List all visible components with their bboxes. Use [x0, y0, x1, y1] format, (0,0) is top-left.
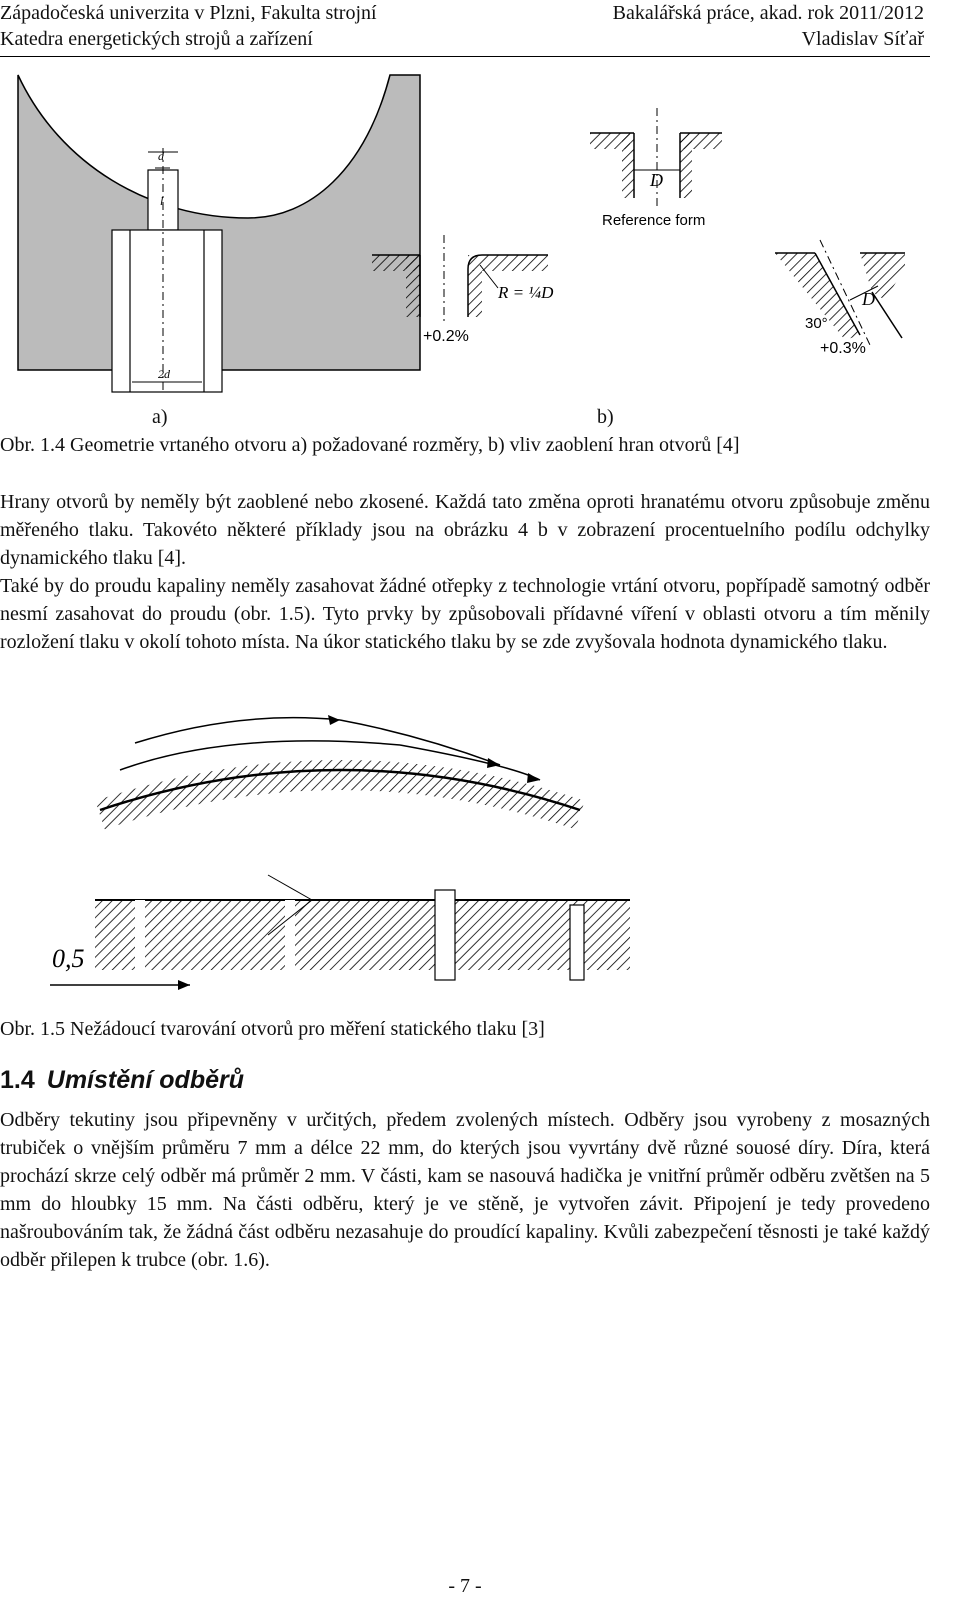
angle-label: 30° [805, 315, 828, 332]
radius-label: R = ¼D [498, 283, 554, 302]
header-rule [0, 56, 930, 57]
subfigure-a-label: a) [152, 406, 168, 428]
tolerance-0-2: +0.2% [423, 328, 469, 345]
figure-1-4-caption: Obr. 1.4 Geometrie vrtaného otvoru a) požadované rozměry, b) vliv zaoblení hran otvorů [4] [0, 434, 740, 456]
section-heading [0, 1066, 244, 1095]
curved-wall-drawing [100, 715, 580, 815]
label-D-reference: D [650, 170, 663, 190]
figure-1-4 [0, 60, 930, 400]
section-title: Umístění odběrů [46, 1066, 245, 1094]
figure-1-5 [40, 705, 640, 1005]
figure-1-5-caption: Obr. 1.5 Nežádoucí tvarování otvorů pro měření statického tlaku [3] [0, 1018, 545, 1040]
figure-a-drawing [18, 75, 420, 392]
label-2d: 2d [158, 367, 170, 381]
section-number: 1.4 [0, 1066, 35, 1094]
page-number: - 7 - [448, 1575, 482, 1597]
chamfered-edge-drawing [775, 240, 905, 345]
label-d: d [158, 149, 164, 163]
header-right-line2: Vladislav Síťař [801, 28, 924, 50]
header-left-line2: Katedra energetických strojů a zařízení [0, 28, 313, 50]
header-right-line1: Bakalářská práce, akad. rok 2011/2012 [612, 2, 924, 24]
label-D-chamfer: D [862, 289, 875, 309]
header-left-line1: Západočeská univerzita v Plzni, Fakulta strojní [0, 2, 377, 24]
subfigure-b-label: b) [597, 406, 614, 428]
label-l: l [160, 194, 164, 208]
reference-form-drawing [590, 108, 722, 208]
paragraph-3: Odběry tekutiny jsou připevněny v určitých, předem zvolených místech. Odběry jsou vyrobeny z mosazných trubiček o vnějším průměru 7 mm a délce 22 mm, do kterých jsou vyvrtány dvě různé souosé díry. Díra, která prochází skrze celý odběr má průměr 2 mm. V části, kam se nasouvá hadička je vnitřní průměr odběru zvětšen na 5 mm do hloubky 15 mm. Na části odběru, který je ve stěně, je vytvořen závit. Připojení je tedy provedeno našroubováním tak, že žádná část odběru nezasahuje do proudící kapaliny. Kvůli zabezpečení těsnosti je také každý odběr přilepen k trubce (obr. 1.6). [0, 1109, 930, 1271]
paragraph-1: Hrany otvorů by neměly být zaoblené nebo zkosené. Každá tato změna oproti hranatému otvoru způsobuje změnu měřeného tlaku. Takovéto některé příklady jsou na obrázku 4 b v zobrazení procentuelního podílu odchylky dynamického tlaku [4]. [0, 491, 930, 569]
paragraph-2: Také by do proudu kapaliny neměly zasahovat žádné otřepky z technologie vrtání otvoru, popřípadě samotný odběr nesmí zasahovat do proudu (obr. 1.5). Tyto prvky by způsobovali přídavné víření v oblasti otvoru a tím měnily rozložení tlaku v okolí tohoto místa. Na úkor statického tlaku by se zde zvyšovala hodnota dynamického tlaku. [0, 575, 930, 653]
flat-wall-drawing [50, 875, 630, 990]
dimension-label: 0,5 [52, 944, 85, 973]
tolerance-0-3: +0.3% [820, 340, 866, 357]
reference-form-label: Reference form [602, 212, 706, 229]
